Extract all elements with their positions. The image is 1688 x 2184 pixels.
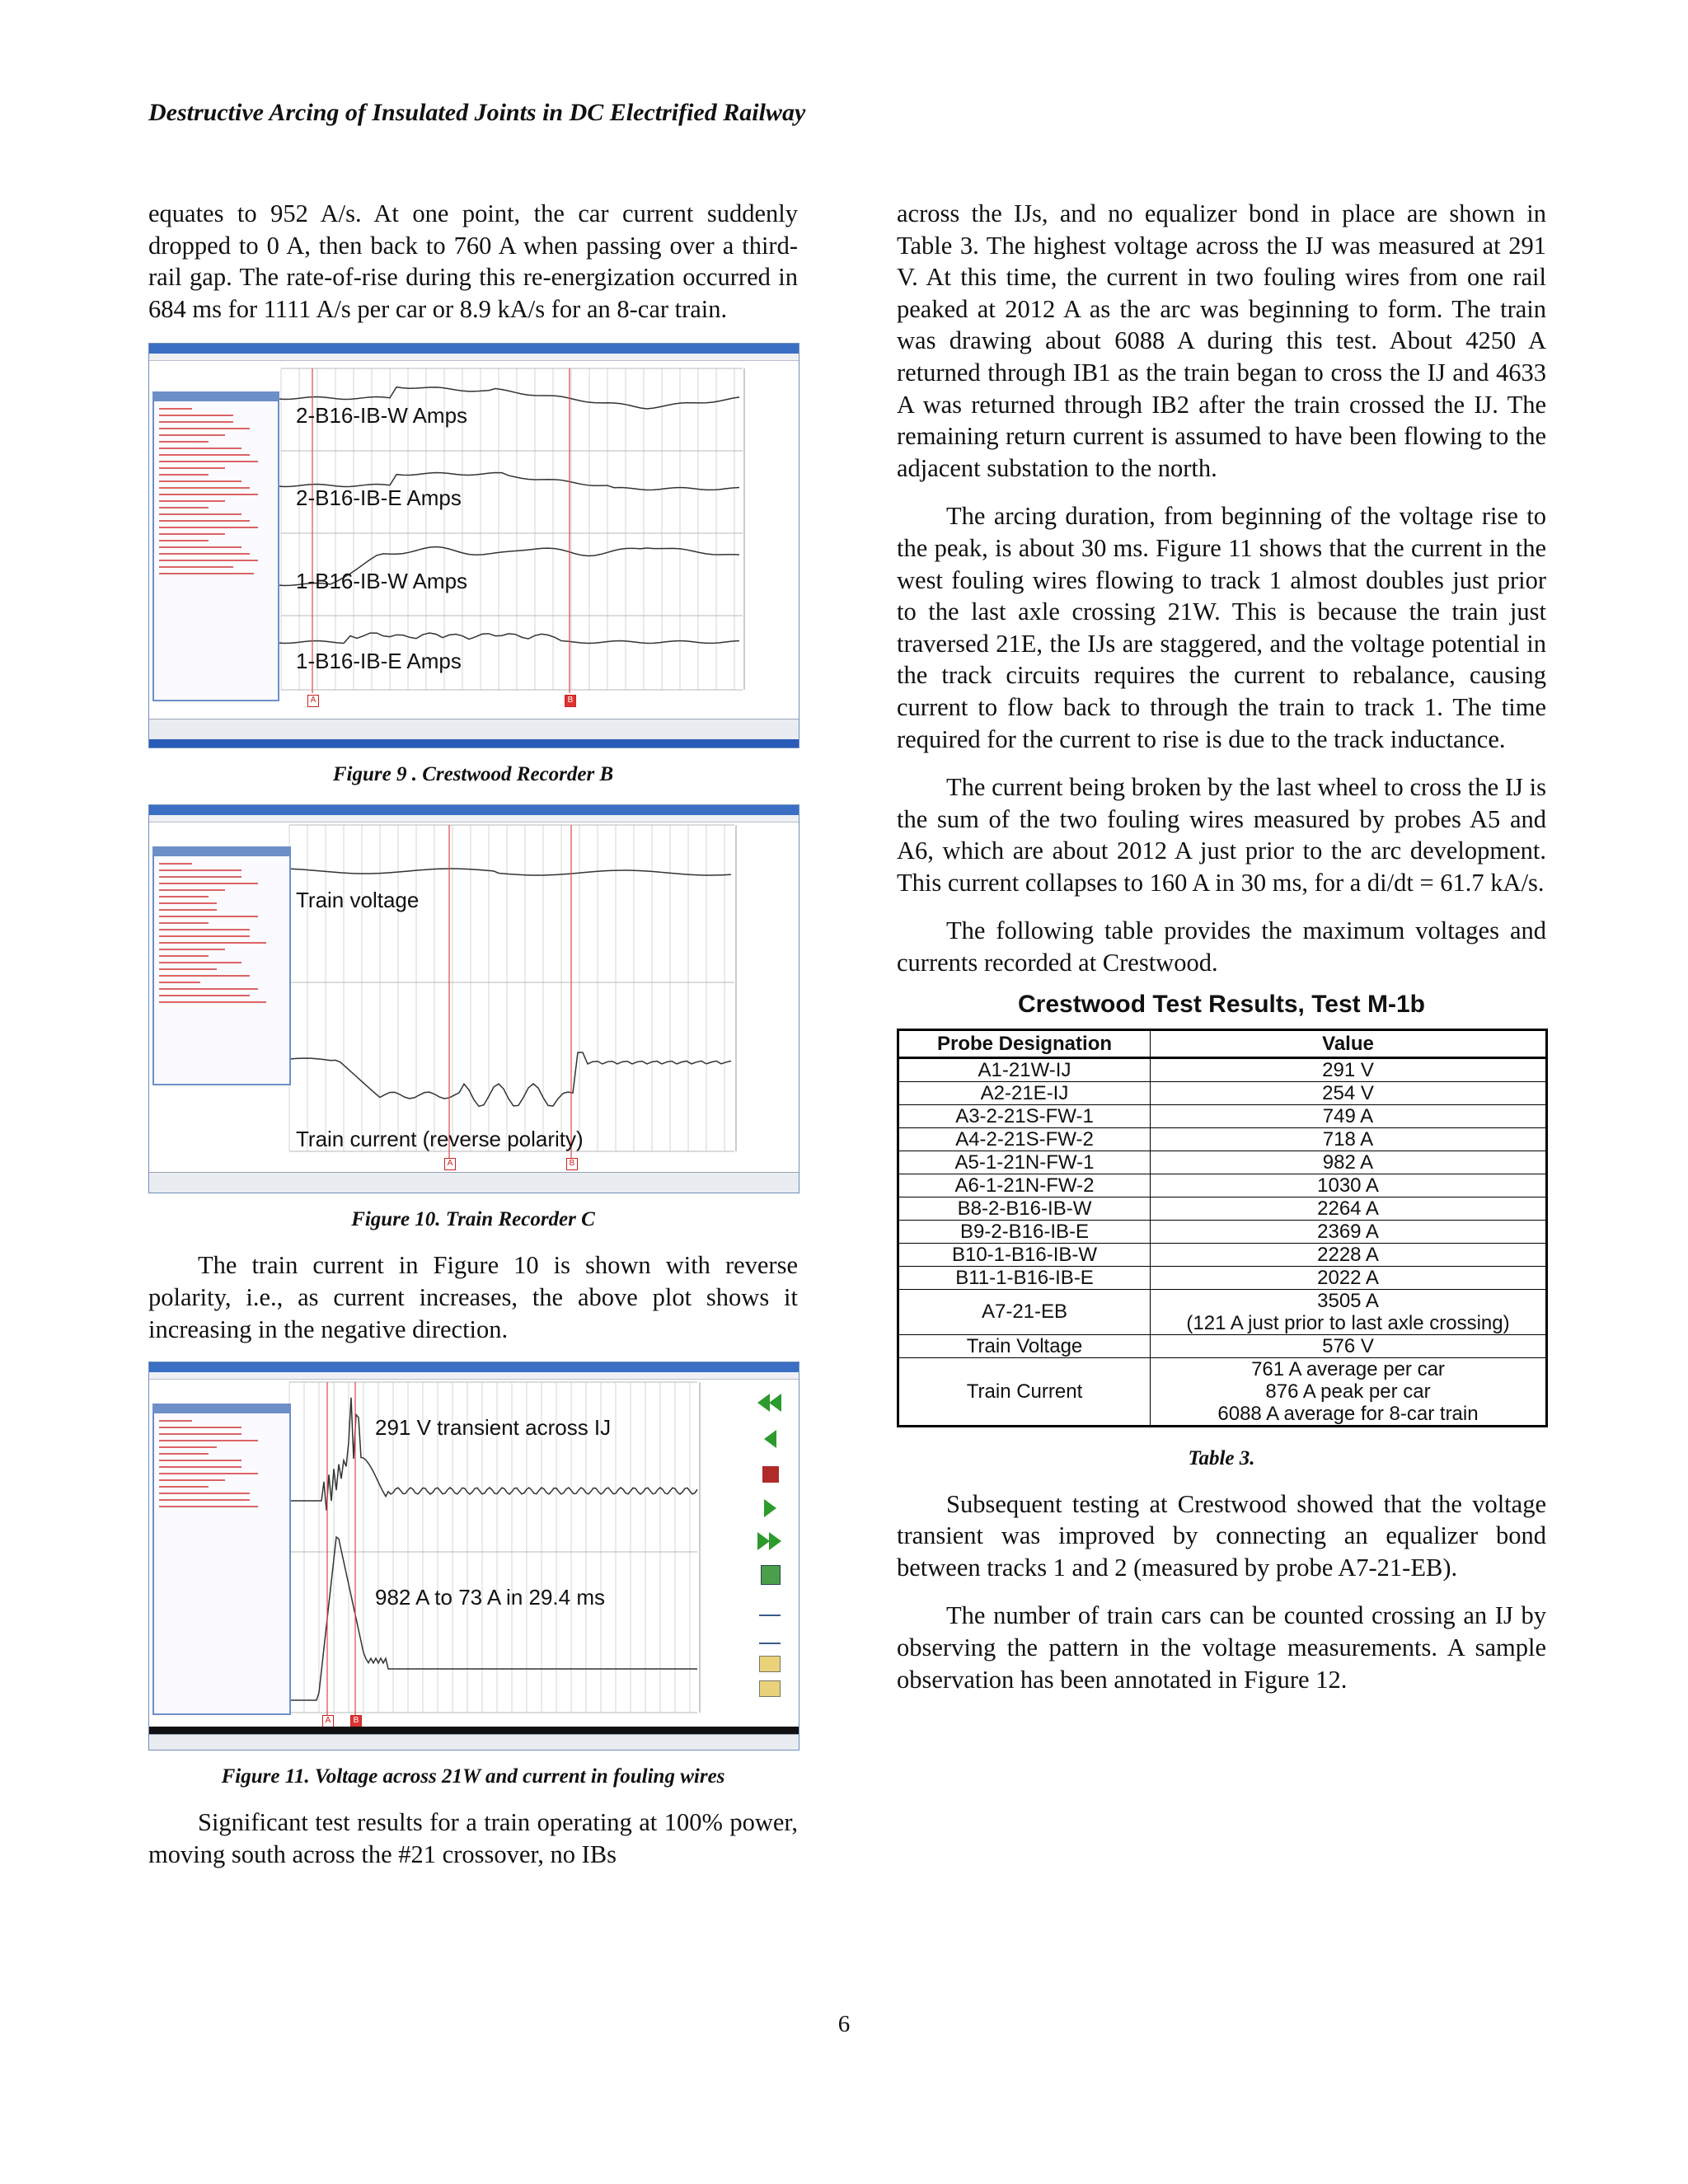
cursor-b-marker[interactable]: B	[566, 1158, 578, 1170]
channel-label-2-b16-ib-w: 2-B16-IB-W Amps	[296, 403, 468, 429]
value-cell	[1151, 1104, 1547, 1127]
folder-icon[interactable]	[759, 1680, 781, 1697]
cursor-b-marker[interactable]: B	[565, 695, 576, 707]
cursor-a-marker[interactable]: A	[307, 695, 319, 707]
value-cell	[1151, 1334, 1547, 1357]
probe-cell: Train Current	[898, 1357, 1151, 1426]
waveform-icon[interactable]	[759, 1600, 781, 1616]
channel-info-panel	[152, 391, 279, 701]
value-cell	[1151, 1057, 1547, 1081]
probe-cell: A4-2-21S-FW-2	[898, 1127, 1151, 1151]
zoom-icon[interactable]	[761, 1565, 781, 1585]
table-caption: Table 3.	[1188, 1446, 1255, 1469]
table-row	[898, 1104, 1547, 1127]
results-table	[897, 1029, 1548, 1427]
right-paragraph-3: The current being broken by the last wheel to cross the IJ is the sum of the two fouling wires measured by probes A5 and A6, which are about 2012 A just prior to the arc development. This current collapses to 160 A in 30 ms, for a di/dt = 61.7 kA/s.	[897, 773, 1546, 897]
value-line: 291 V	[1322, 1058, 1374, 1081]
play-icon[interactable]	[764, 1499, 776, 1517]
value-cell	[1151, 1357, 1547, 1426]
left-column	[148, 198, 798, 1886]
value-line: 876 A peak per car	[1265, 1380, 1431, 1403]
table-title: Crestwood Test Results, Test M-1b	[1018, 990, 1425, 1018]
channel-label-2-b16-ib-e: 2-B16-IB-E Amps	[296, 485, 462, 511]
channel-info-panel	[152, 1404, 291, 1715]
panel-title-bar	[154, 1405, 289, 1413]
probe-cell: B8-2-B16-IB-W	[898, 1197, 1151, 1220]
page-number: 6	[837, 2011, 851, 2037]
value-line: 2022 A	[1317, 1266, 1379, 1289]
value-line: 718 A	[1322, 1127, 1374, 1151]
value-line: 2264 A	[1317, 1197, 1379, 1220]
value-cell	[1151, 1174, 1547, 1197]
cursor-a-marker[interactable]: A	[444, 1158, 456, 1170]
value-line: 982 A	[1322, 1151, 1374, 1174]
panel-title-bar	[154, 848, 289, 856]
probe-cell: B11-1-B16-IB-E	[898, 1266, 1151, 1289]
channel-label-train-current: Train current (reverse polarity)	[296, 1127, 584, 1152]
value-cell	[1151, 1289, 1547, 1334]
probe-cell: A7-21-EB	[898, 1289, 1151, 1334]
stop-icon[interactable]	[762, 1466, 779, 1483]
value-line: 2369 A	[1317, 1220, 1379, 1243]
figure-11-screenshot	[148, 1361, 799, 1750]
left-paragraph-2: The train current in Figure 10 is shown with reverse polarity, i.e., as current increases, the above plot shows it increasing in the negative direction.	[148, 1251, 798, 1343]
table-row	[898, 1266, 1547, 1289]
value-cell	[1151, 1266, 1547, 1289]
channel-label-1-b16-ib-w: 1-B16-IB-W Amps	[296, 569, 468, 594]
probe-cell: B10-1-B16-IB-W	[898, 1243, 1151, 1266]
figure-11-caption: Figure 11. Voltage across 21W and current in fouling wires	[221, 1765, 725, 1788]
value-cell	[1151, 1151, 1547, 1174]
fast-forward-icon[interactable]	[769, 1532, 781, 1550]
value-line: 1030 A	[1317, 1174, 1379, 1197]
running-head: Destructive Arcing of Insulated Joints in DC Electrified Railway	[148, 99, 806, 126]
waveform-fouling-current	[289, 1537, 697, 1700]
value-cell	[1151, 1243, 1547, 1266]
status-bar	[149, 1734, 799, 1750]
table-header-probe: Probe Designation	[898, 1029, 1151, 1057]
cursor-b-marker[interactable]: B	[350, 1715, 362, 1727]
probe-cell: A6-1-21N-FW-2	[898, 1174, 1151, 1197]
table-row	[898, 1220, 1547, 1243]
playback-toolbar	[749, 1387, 795, 1700]
probe-cell: A1-21W-IJ	[898, 1057, 1151, 1081]
right-paragraph-4: The following table provides the maximum voltages and currents recorded at Crestwood.	[897, 916, 1546, 977]
step-back-icon[interactable]	[764, 1430, 776, 1448]
right-paragraph-1: across the IJs, and no equalizer bond in place are shown in Table 3. The highest voltage across the IJ was measured at 291 V. At this time, the current in two fouling wires from one rail peaked at 2012 A as the arc was beginning to form. The train was drawing about 6088 A during this test. About 4250 A returned through IB1 as the train began to cross the IJ and 4633 A was returned through IB2 after the train crossed the IJ. The remaining return current is assumed to have been flowing to the adjacent substation to the north.	[897, 199, 1546, 482]
right-paragraph-6: The number of train cars can be counted crossing an IJ by observing the pattern in the voltage measurements. A sample observation has been annotated in Figure 12.	[897, 1601, 1546, 1694]
channel-info-panel	[152, 846, 291, 1085]
value-line: 576 V	[1322, 1334, 1374, 1357]
right-column	[897, 198, 1546, 1712]
value-line: 749 A	[1322, 1104, 1374, 1127]
cursor-a-marker[interactable]: A	[322, 1715, 334, 1727]
right-paragraph-2: The arcing duration, from beginning of the voltage rise to the peak, is about 30 ms. Figure 11 shows that the current in the west fouling wires flowing to track 1 almost doubles just prior to the last axle crossing 21W. This is because the train just traversed 21E, the IJs are staggered, and the voltage potential in the track circuits requires the current to rebalance, causing current to flow back to through the train to track 1. The time required for the current to rise is due to the track inductance.	[897, 502, 1546, 753]
taskbar	[149, 739, 799, 748]
left-paragraph-3: Significant test results for a train operating at 100% power, moving south across the #21 crossover, no IBs	[148, 1808, 798, 1868]
figure-9-caption: Figure 9 . Crestwood Recorder B	[332, 763, 614, 786]
probe-cell: A3-2-21S-FW-1	[898, 1104, 1151, 1127]
table-row	[898, 1151, 1547, 1174]
rewind-icon[interactable]	[757, 1394, 770, 1412]
value-cell	[1151, 1220, 1547, 1243]
table-row	[898, 1127, 1547, 1151]
table-row	[898, 1243, 1547, 1266]
value-cell	[1151, 1127, 1547, 1151]
panel-title-bar	[154, 393, 278, 401]
waveform-icon[interactable]	[759, 1628, 781, 1644]
folder-icon[interactable]	[759, 1656, 781, 1672]
left-paragraph-1: equates to 952 A/s. At one point, the car current suddenly dropped to 0 A, then back to 760 A when passing over a third-rail gap. The rate-of-rise during this re-energization occurred in 684 ms for 1111 A/s per car or 8.9 kA/s for an 8-car train.	[148, 199, 798, 323]
table-row	[898, 1174, 1547, 1197]
table-row	[898, 1197, 1547, 1220]
table-body	[898, 1057, 1547, 1426]
value-line: 2228 A	[1317, 1243, 1379, 1266]
figure-10-caption: Figure 10. Train Recorder C	[351, 1208, 595, 1231]
annotation-current-collapse: 982 A to 73 A in 29.4 ms	[375, 1585, 605, 1610]
figure-10-screenshot	[148, 804, 799, 1193]
right-paragraph-5: Subsequent testing at Crestwood showed that the voltage transient was improved by connecting an equalizer bond between tracks 1 and 2 (measured by probe A7-21-EB).	[897, 1489, 1546, 1582]
channel-label-train-voltage: Train voltage	[296, 888, 420, 913]
table-row	[898, 1057, 1547, 1081]
status-bar	[149, 719, 799, 739]
table-row	[898, 1081, 1547, 1104]
table-header-value: Value	[1151, 1029, 1547, 1057]
value-cell	[1151, 1197, 1547, 1220]
table-row	[898, 1289, 1547, 1334]
fast-forward-icon[interactable]	[757, 1532, 770, 1550]
value-cell	[1151, 1081, 1547, 1104]
probe-cell: A2-21E-IJ	[898, 1081, 1151, 1104]
value-line: 254 V	[1322, 1081, 1374, 1104]
probe-cell: Train Voltage	[898, 1334, 1151, 1357]
rewind-icon[interactable]	[769, 1394, 781, 1412]
annotation-voltage-transient: 291 V transient across IJ	[375, 1415, 612, 1441]
value-line: (121 A just prior to last axle crossing)	[1186, 1311, 1510, 1334]
figure-9-screenshot	[148, 343, 799, 748]
status-bar	[149, 1172, 799, 1193]
value-line: 3505 A	[1317, 1289, 1379, 1312]
value-line: 761 A average per car	[1251, 1357, 1445, 1380]
channel-label-1-b16-ib-e: 1-B16-IB-E Amps	[296, 649, 462, 674]
probe-cell: B9-2-B16-IB-E	[898, 1220, 1151, 1243]
table-row	[898, 1334, 1547, 1357]
value-line: 6088 A average for 8-car train	[1217, 1402, 1479, 1425]
probe-cell: A5-1-21N-FW-1	[898, 1151, 1151, 1174]
table-row	[898, 1357, 1547, 1426]
